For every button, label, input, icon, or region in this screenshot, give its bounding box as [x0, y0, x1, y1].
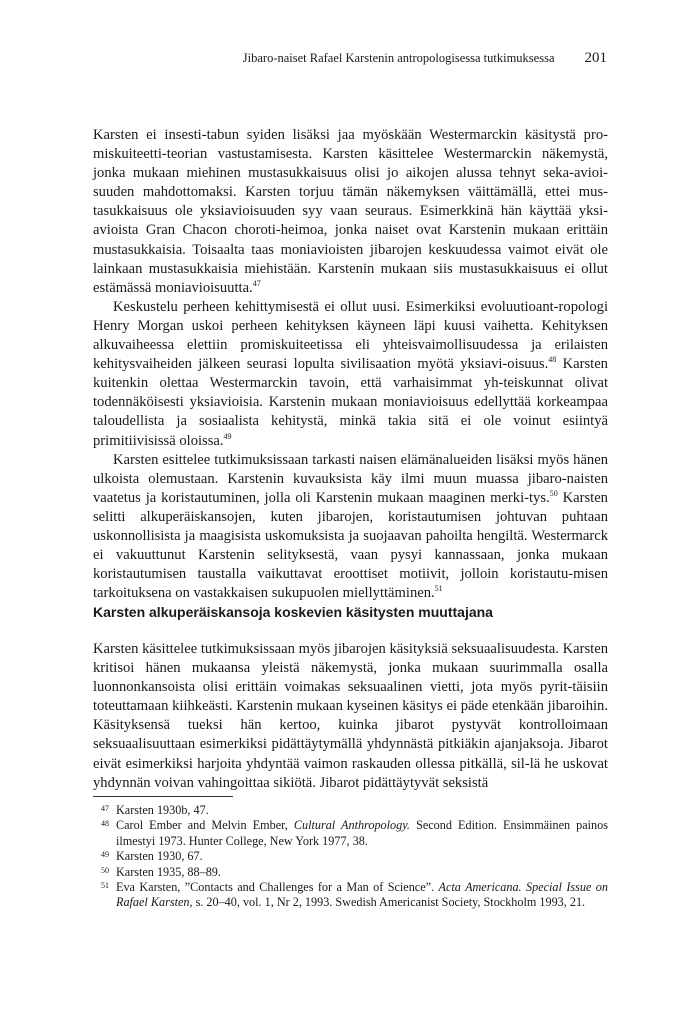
footnote: 49 Karsten 1930, 67. [93, 849, 608, 864]
footnote-number: 47 [101, 804, 109, 813]
footnote-number: 49 [101, 850, 109, 860]
footnote-ref[interactable]: 49 [223, 431, 232, 441]
paragraph: Keskustelu perheen kehittymisestä ei ollut uusi. Esimerkiksi evoluutioant-ropologi Henry Morgan uskoi perheen kehityksen käyneen läpi kuusi vaihetta. Kehityksen alkuvaiheessa elettiin promiskuiteetissa eli yhteisvaimollisuudessa ja erilaisten kehitysvaiheiden jälkeen seurasi lopulta sivilisaation myötä yksiavi-oisuus.$^{48}$ Karsten kuitenkin olettaa Westermarckin tavoin, että varhaisimmat yh-teiskunnat olivat todennäköisesti yksiavioisia. Karstenin mukaan moniavioisuus edellyttää korkeampaa taloudellista ja sosiaalista kehitystä, minkä takia sitä ei ole voinut esiintyä primitiivisissä oloissa.$^{49}$ [93, 298, 608, 449]
body-text [93, 126, 608, 603]
page-number: 201 [584, 50, 607, 66]
paragraph: Karsten ei insesti-tabun syiden lisäksi jaa myöskään Westermarckin käsitystä pro-miskuiteetti-teorian vastustamisesta. Karsten käsittelee Westermarckin näkemystä, jonka mukaan miehinen mustasukkaisuus olisi jo aikojen alussa tehnyt seka-avioi-suuden mahdottomaksi. Karsten torjuu tämän näkemyksen väittämällä, ettei mus-tasukkaisuus ole yksiavioisuuden syy vaan seuraus. Esimerkkinä hän käyttää yksi-avioista Gran Chacon choroti-heimoa, jonka naiset ovat Karstenin mukaan erittäin mustasukkaisia. Toisaalta taas moniavioisten jibarojen keskuudessa vaimot eivät ole lainkaan mustasukkaisia miehistään. Karstenin mukaan siis mustasukkaisuus ei ollut estämässä moniavioisuutta.$^{47}$ [93, 127, 608, 296]
footnote-ref[interactable]: 51 [434, 584, 443, 594]
footnote-rule [93, 796, 233, 797]
footnote-number: 50 [101, 865, 109, 875]
footnote: 50 Karsten 1935, 88–89. [93, 865, 608, 880]
footnote: 48 Carol Ember and Melvin Ember, Cultural Anthropology. Second Edition. Ensimmäinen painos ilmestyi 1973. Hunter College, New York 1977, 38. [93, 818, 608, 849]
footnote: 47 Karsten 1930b, 47. [93, 803, 608, 818]
section-heading: Karsten alkuperäiskansoja koskevien käsitysten muuttajana [93, 604, 493, 620]
footnote-ref[interactable]: 47 [252, 278, 261, 288]
footnote-number: 51 [101, 881, 109, 891]
footnotes [93, 803, 608, 911]
footnote-ref[interactable]: 48 [548, 355, 557, 365]
footnote: 51 Eva Karsten, ”Contacts and Challenges for a Man of Science”. Acta Americana. Special Issue on Rafael Karsten, s. 20–40, vol. 1, Nr 2, 1993. Swedish Americanist Society, Stockholm 1993, 21. [93, 880, 608, 911]
footnote-number: 48 [101, 819, 109, 829]
paragraph: Karsten esittelee tutkimuksissaan tarkasti naisen elämänalueiden lisäksi myös hänen ulkoista olemustaan. Karstenin kuvauksista käy ilmi muun muassa jibaro-naisten vaatetus ja koristautuminen, jolla oli Karstenin mukaan maaginen merki-tys.$^{50}$ Karsten selitti alkuperäiskansojen, kuten jibarojen, koristautumisen johtuvan puhtaan uskonnollisista ja maagisista uskomuksista ja suojaavan pahoilta hengiltä. Westermarck ei vakuuttunut Karstenin selityksestä, vaan pysyi kannassaan, jonka mukaan koristautumisen taustalla vaikuttavat eroottiset motiivit, jolloin koristautu-misen tarkoituksena on vastakkaisen sukupuolen miellyttäminen.$^{51}$ [93, 451, 608, 602]
paragraph: Karsten käsittelee tutkimuksissaan myös jibarojen käsityksiä seksuaalisuudesta. Karsten kritisoi hänen mukaansa yleistä näkemystä, jonka mukaan suurimmalla osalla luonnonkansoista olisi erittäin voimakas seksuaalinen vietti, jota myös pyrit-täisiin toteuttamaan kiihkeästi. Karstenin mukaan kyseinen käsitys ei päde etenkään jibaroihin. Käsityksensä tueksi hän kertoo, kuinka jibarot pystyvät kontrolloimaan seksuaalisuuttaan esimerkiksi pidättäytymällä yhdynnästä pitkiäkin ajanjaksoja. Jibarot eivät esimerkiksi harjoita yhdyntää vaimon raskauden ollessa pitkällä, sil-lä he uskovat yhdynnän voivan vahingoittaa sikiötä. Jibarot pidättäytyvät seksistä [93, 641, 608, 791]
running-header [93, 50, 607, 67]
section-body-text [93, 640, 608, 793]
running-title: Jibaro-naiset Rafael Karstenin antropologisessa tutkimuksessa [242, 51, 555, 65]
footnote-ref[interactable]: 50 [549, 488, 558, 498]
